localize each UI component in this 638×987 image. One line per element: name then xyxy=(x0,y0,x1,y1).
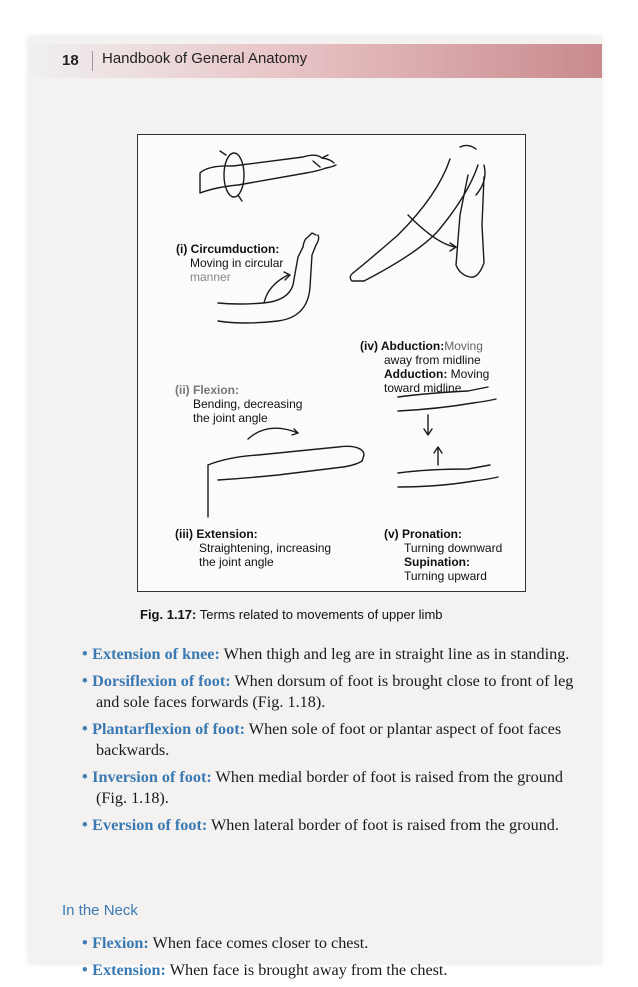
bullet-dot: • xyxy=(82,768,93,786)
extension-arm-drawing xyxy=(208,428,364,517)
abduction-arm-drawing xyxy=(350,145,485,281)
label-extension: (iii) Extension: Straightening, increasing the joint angle xyxy=(175,527,332,569)
bullet-dot: • xyxy=(82,961,93,979)
bullet-dot: • xyxy=(82,645,93,663)
neck-bullet-list xyxy=(80,933,580,987)
list-item: • Extension: When face is brought away from the chest. xyxy=(82,961,448,979)
list-item: • Plantarflexion of foot: When sole of foot or plantar aspect of foot faces backwards. xyxy=(82,720,562,759)
figure-box xyxy=(137,134,526,592)
movement-bullet-list xyxy=(80,644,580,842)
list-item: • Eversion of foot: When lateral border of foot is raised from the ground. xyxy=(82,816,559,834)
header-divider xyxy=(92,51,93,71)
book-page xyxy=(28,36,602,979)
list-item: • Dorsiflexion of foot: When dorsum of foot is brought close to front of leg and sole faces forwards (Fig. 1.18). xyxy=(82,672,574,711)
list-item: • Flexion: When face comes closer to chest. xyxy=(82,934,369,952)
bullet-dot: • xyxy=(82,816,93,834)
list-item: • Extension of knee: When thigh and leg are in straight line as in standing. xyxy=(82,645,570,663)
label-circumduction: (i) Circumduction: Moving in circular manner xyxy=(176,242,284,284)
list-item: • Inversion of foot: When medial border of foot is raised from the ground (Fig. 1.18). xyxy=(82,768,564,807)
pronation-arm-drawing xyxy=(398,387,498,487)
circumduction-arm-drawing xyxy=(200,151,336,201)
label-pronation: (v) Pronation: Turning downward Supination: Turning upward xyxy=(384,527,503,583)
bullet-dot: • xyxy=(82,672,93,690)
book-title: Handbook of General Anatomy xyxy=(102,50,308,67)
bullet-dot: • xyxy=(82,720,93,738)
section-heading: In the Neck xyxy=(62,902,138,919)
page-number: 18 xyxy=(62,52,79,69)
label-abduction: (iv) Abduction:Moving away from midline Adduction: Moving toward midline xyxy=(360,339,490,395)
figure-caption: Fig. 1.17: Terms related to movements of upper limb xyxy=(140,607,443,622)
label-flexion: (ii) Flexion: Bending, decreasing the joint angle xyxy=(175,383,303,425)
bullet-dot: • xyxy=(82,934,93,952)
